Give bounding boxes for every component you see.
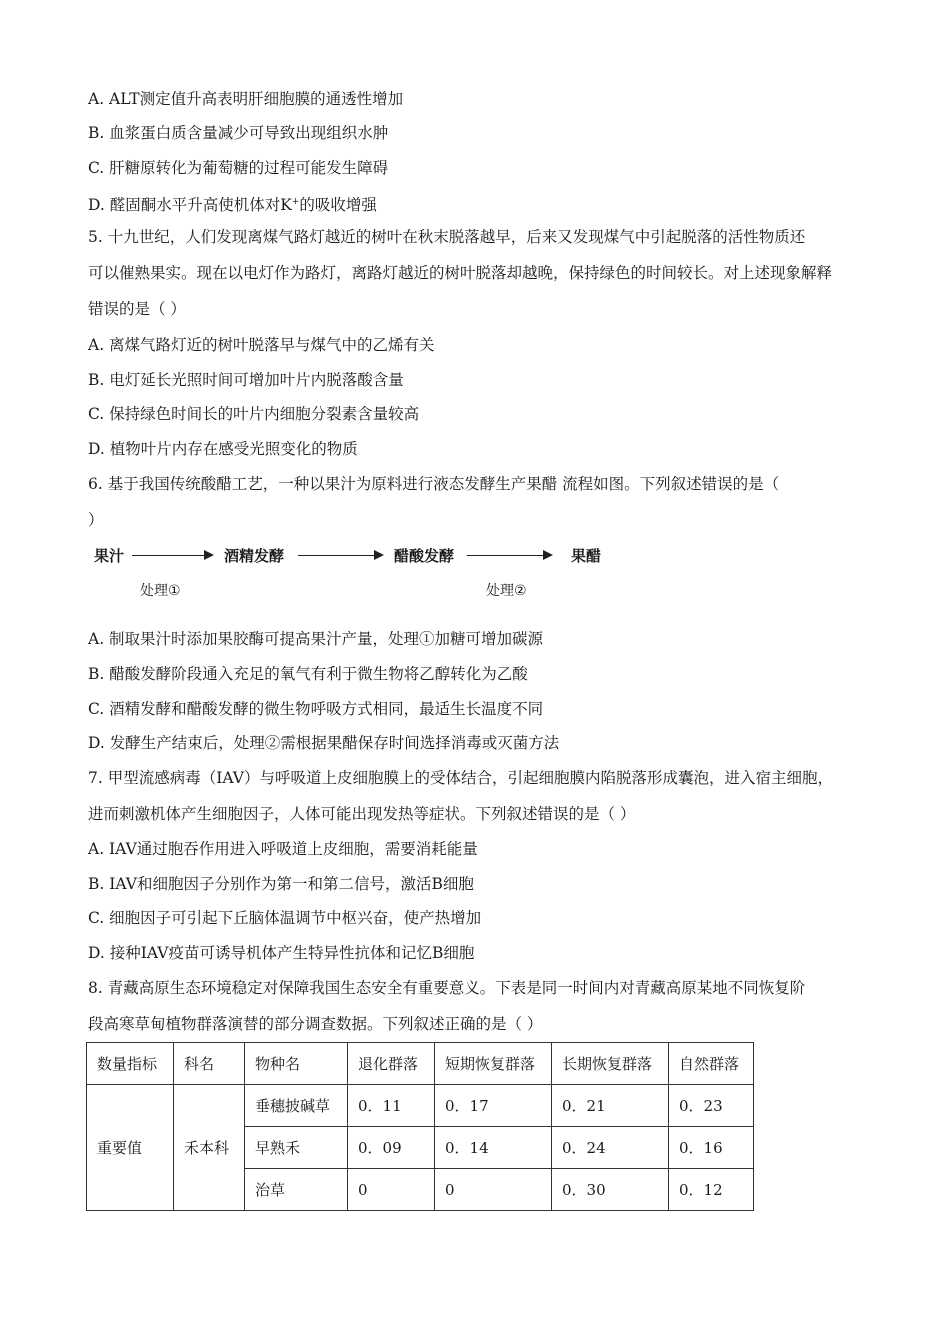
q7-option-b: B. IAV和细胞因子分别作为第一和第二信号，激活B细胞 — [88, 875, 474, 893]
q8-survey-table — [86, 1042, 754, 1211]
q4-option-d: D. 醛固酮水平升高使机体对K+的吸收增强 — [88, 196, 377, 215]
cell-value: 0．30 — [552, 1169, 669, 1211]
flow-step-juice: 果汁 — [94, 547, 125, 565]
cell-value: 0．14 — [435, 1127, 552, 1169]
q7-stem-line-1: 7. 甲型流感病毒（IAV）与呼吸道上皮细胞膜上的受体结合，引起细胞膜内陷脱落形成囊泡，进入宿主细胞， — [88, 769, 833, 787]
flow-step-alcohol-fermentation: 酒精发酵 — [224, 547, 285, 565]
cell-value: 0．23 — [669, 1085, 754, 1127]
q6-option-c: C. 酒精发酵和醋酸发酵的微生物呼吸方式相同，最适生长温度不同 — [88, 700, 544, 718]
q6-stem-line-2: ） — [88, 511, 104, 529]
cell-value: 0 — [348, 1169, 435, 1211]
table-row — [87, 1085, 754, 1127]
q6-option-a: A. 制取果汁时添加果胶酶可提高果汁产量，处理①加糖可增加碳源 — [88, 630, 544, 648]
cell-value: 0．09 — [348, 1127, 435, 1169]
q4-option-a: A. ALT测定值升高表明肝细胞膜的通透性增加 — [88, 90, 404, 108]
cell-value: 0 — [435, 1169, 552, 1211]
cell-species: 垂穗披碱草 — [245, 1085, 348, 1127]
q5-option-b: B. 电灯延长光照时间可增加叶片内脱落酸含量 — [88, 371, 404, 389]
q6-option-b: B. 醋酸发酵阶段通入充足的氧气有利于微生物将乙醇转化为乙酸 — [88, 665, 528, 683]
q5-option-d: D. 植物叶片内存在感受光照变化的物质 — [88, 440, 358, 458]
cell-value: 0．17 — [435, 1085, 552, 1127]
cell-value: 0．21 — [552, 1085, 669, 1127]
header-indicator: 数量指标 — [87, 1043, 174, 1085]
q7-option-c: C. 细胞因子可引起下丘脑体温调节中枢兴奋，使产热增加 — [88, 909, 482, 927]
header-natural: 自然群落 — [669, 1043, 754, 1085]
q5-option-a: A. 离煤气路灯近的树叶脱落早与煤气中的乙烯有关 — [88, 336, 435, 354]
q7-option-d: D. 接种IAV疫苗可诱导机体产生特异性抗体和记忆B细胞 — [88, 944, 475, 962]
cell-family: 禾本科 — [174, 1085, 245, 1211]
header-short-term: 短期恢复群落 — [435, 1043, 552, 1085]
cell-value: 0．24 — [552, 1127, 669, 1169]
potassium-superscript: + — [291, 197, 300, 207]
q4-option-b: B. 血浆蛋白质含量减少可导致出现组织水肿 — [88, 124, 389, 142]
q7-option-a: A. IAV通过胞吞作用进入呼吸道上皮细胞，需要消耗能量 — [88, 840, 478, 858]
q5-stem-line-3: 错误的是（ ） — [88, 300, 186, 318]
cell-value: 0．16 — [669, 1127, 754, 1169]
header-species: 物种名 — [245, 1043, 348, 1085]
header-long-term: 长期恢复群落 — [552, 1043, 669, 1085]
q6-option-d: D. 发酵生产结束后，处理②需根据果醋保存时间选择消毒或灭菌方法 — [88, 734, 560, 752]
q6-stem-line-1: 6. 基于我国传统酸醋工艺，一种以果汁为原料进行液态发酵生产果醋 流程如图。下列叙述错误的是（ — [88, 475, 780, 493]
flow-arrow-3 — [467, 555, 551, 556]
cell-species: 治草 — [245, 1169, 348, 1211]
q5-stem-line-1: 5. 十九世纪，人们发现离煤气路灯越近的树叶在秋末脱落越早，后来又发现煤气中引起脱落的活性物质还 — [88, 228, 806, 246]
cell-value: 0．11 — [348, 1085, 435, 1127]
flow-treatment-1: 处理① — [140, 583, 181, 599]
q7-stem-line-2: 进而刺激机体产生细胞因子，人体可能出现发热等症状。下列叙述错误的是（ ） — [88, 805, 636, 823]
flow-step-acetic-fermentation: 醋酸发酵 — [394, 547, 455, 565]
flow-arrow-1 — [132, 555, 212, 556]
q8-stem-line-1: 8. 青藏高原生态环境稳定对保障我国生态安全有重要意义。下表是同一时间内对青藏高原某地不同恢复阶 — [88, 979, 806, 997]
cell-indicator: 重要值 — [87, 1085, 174, 1211]
table-header-row — [87, 1043, 754, 1085]
cell-value: 0．12 — [669, 1169, 754, 1211]
q4-option-c: C. 肝糖原转化为葡萄糖的过程可能发生障碍 — [88, 159, 389, 177]
q5-stem-line-2: 可以催熟果实。现在以电灯作为路灯，离路灯越近的树叶脱落却越晚，保持绿色的时间较长。对上述现象解释 — [88, 264, 833, 282]
q8-stem-line-2: 段高寒草甸植物群落演替的部分调查数据。下列叙述正确的是（ ） — [88, 1015, 543, 1033]
flow-treatment-2: 处理② — [486, 583, 527, 599]
header-family: 科名 — [174, 1043, 245, 1085]
cell-species: 早熟禾 — [245, 1127, 348, 1169]
header-degraded: 退化群落 — [348, 1043, 435, 1085]
flow-arrow-2 — [298, 555, 382, 556]
q5-option-c: C. 保持绿色时间长的叶片内细胞分裂素含量较高 — [88, 405, 420, 423]
flow-step-fruit-vinegar: 果醋 — [571, 547, 602, 565]
